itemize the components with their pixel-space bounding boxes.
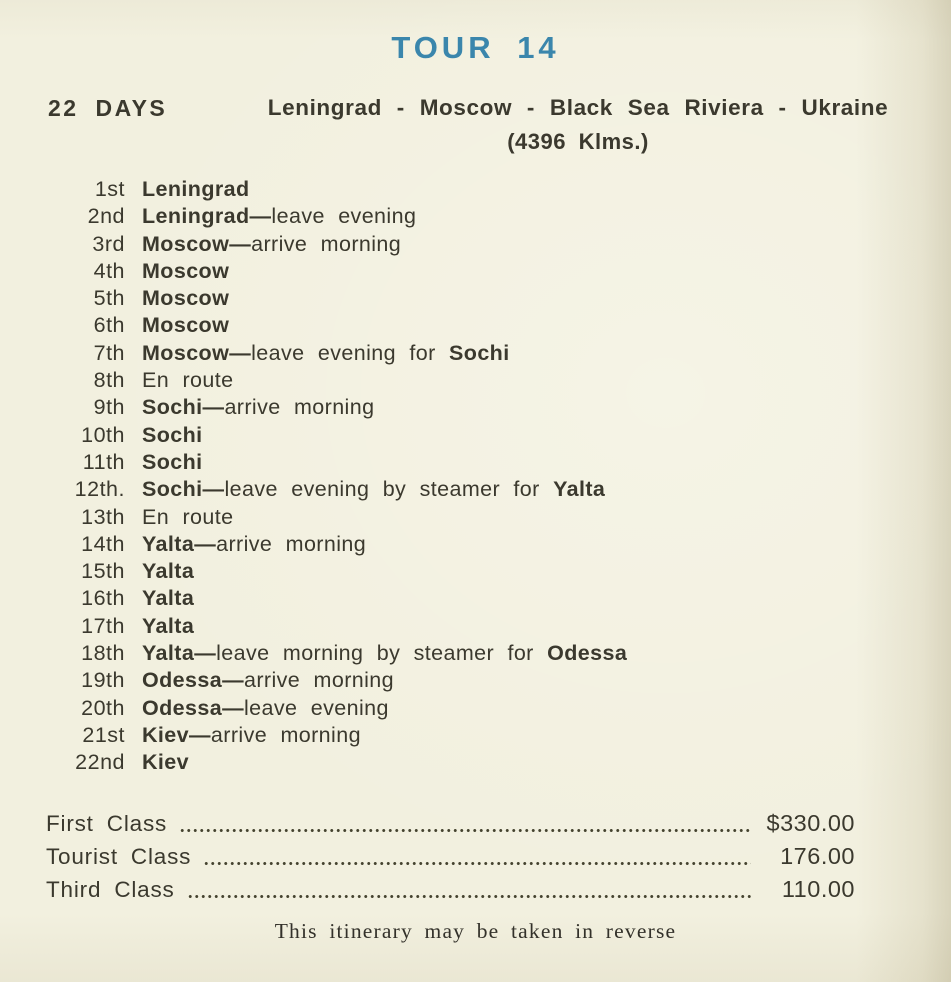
- price-row: [46, 807, 855, 840]
- day-ordinal: 2nd: [87, 204, 125, 229]
- day-description: En route: [142, 504, 234, 529]
- price-amount: 110.00: [781, 875, 855, 902]
- itinerary-row: [47, 749, 951, 776]
- day-description: Leningrad: [142, 177, 250, 201]
- day-description: Kiev: [142, 750, 190, 775]
- day-ordinal: 14th: [81, 531, 125, 556]
- day-description: Odessa—arrive morning: [142, 668, 395, 693]
- header-row: [0, 95, 951, 155]
- itinerary-row: [47, 695, 951, 722]
- itinerary-list: [47, 176, 951, 777]
- itinerary-row: [47, 203, 951, 230]
- day-ordinal: 16th: [81, 586, 125, 611]
- price-amount: 176.00: [780, 842, 855, 869]
- day-description: Kiev—arrive morning: [142, 722, 361, 747]
- itinerary-row: [47, 340, 951, 367]
- itinerary-row: [47, 504, 951, 531]
- page-title: TOUR 14: [391, 30, 560, 65]
- day-ordinal: 7th: [93, 340, 125, 365]
- price-row: [46, 840, 855, 873]
- itinerary-row: [47, 285, 951, 312]
- itinerary-row: [47, 231, 951, 258]
- day-description: Sochi—leave evening by steamer for Yalta: [142, 477, 606, 502]
- day-description: Yalta: [142, 559, 195, 584]
- day-description: Moscow: [142, 313, 230, 338]
- price-list: [46, 807, 855, 906]
- dotted-leader: [187, 894, 751, 899]
- price-class-label: Tourist Class: [46, 843, 192, 869]
- route-block: [253, 95, 903, 155]
- itinerary-row: [47, 531, 951, 558]
- day-description: Sochi: [142, 422, 203, 447]
- itinerary-row: [47, 667, 951, 694]
- price-amount: $330.00: [766, 809, 855, 836]
- day-ordinal: 17th: [81, 613, 125, 638]
- price-class-label: Third Class: [46, 876, 175, 902]
- day-ordinal: 20th: [81, 695, 125, 720]
- footer-note: This itinerary may be taken in reverse: [274, 918, 677, 943]
- dotted-leader: [203, 861, 751, 866]
- tour-duration: 22 DAYS: [48, 95, 168, 121]
- itinerary-row: [47, 394, 951, 421]
- day-description: Yalta: [142, 586, 195, 611]
- day-description: Moscow—leave evening for Sochi: [142, 340, 510, 365]
- route-title: Leningrad - Moscow - Black Sea Riviera - Ukraine: [267, 95, 889, 120]
- day-description: Leningrad—leave evening: [142, 204, 417, 229]
- day-description: Yalta—arrive morning: [142, 531, 367, 556]
- itinerary-row: [47, 476, 951, 503]
- day-description: Yalta: [142, 613, 195, 638]
- dotted-leader: [179, 828, 751, 833]
- day-description: Moscow—arrive morning: [142, 231, 402, 256]
- itinerary-row: [47, 422, 951, 449]
- day-ordinal: 13th: [81, 504, 125, 529]
- day-ordinal: 21st: [82, 722, 125, 747]
- day-ordinal: 1st: [94, 177, 125, 201]
- day-description: Moscow: [142, 258, 230, 283]
- itinerary-row: [47, 367, 951, 394]
- price-row: [46, 873, 855, 906]
- day-description: Odessa—leave evening: [142, 695, 389, 720]
- itinerary-row: [47, 585, 951, 612]
- day-ordinal: 19th: [81, 668, 125, 693]
- day-ordinal: 12th.: [74, 477, 125, 502]
- day-ordinal: 5th: [93, 286, 125, 311]
- day-ordinal: 8th: [93, 368, 125, 393]
- day-ordinal: 15th: [81, 559, 125, 584]
- day-description: Moscow: [142, 286, 230, 311]
- day-ordinal: 9th: [93, 395, 125, 420]
- price-class-label: First Class: [46, 810, 168, 836]
- itinerary-row: [47, 722, 951, 749]
- day-description: En route: [142, 368, 234, 393]
- itinerary-row: [47, 613, 951, 640]
- itinerary-row: [47, 312, 951, 339]
- day-description: Sochi: [142, 449, 203, 474]
- itinerary-row: [47, 258, 951, 285]
- day-ordinal: 4th: [93, 258, 125, 283]
- day-description: Yalta—leave morning by steamer for Odessa: [142, 641, 628, 666]
- itinerary-row: [47, 449, 951, 476]
- itinerary-row: [47, 176, 951, 203]
- day-ordinal: 6th: [93, 313, 125, 338]
- route-distance: (4396 Klms.): [507, 129, 649, 154]
- day-ordinal: 3rd: [92, 231, 125, 256]
- itinerary-row: [47, 640, 951, 667]
- day-ordinal: 22nd: [75, 750, 125, 775]
- itinerary-row: [47, 558, 951, 585]
- day-ordinal: 18th: [81, 641, 125, 666]
- day-ordinal: 10th: [81, 422, 125, 447]
- day-description: Sochi—arrive morning: [142, 395, 375, 420]
- day-ordinal: 11th: [82, 449, 125, 474]
